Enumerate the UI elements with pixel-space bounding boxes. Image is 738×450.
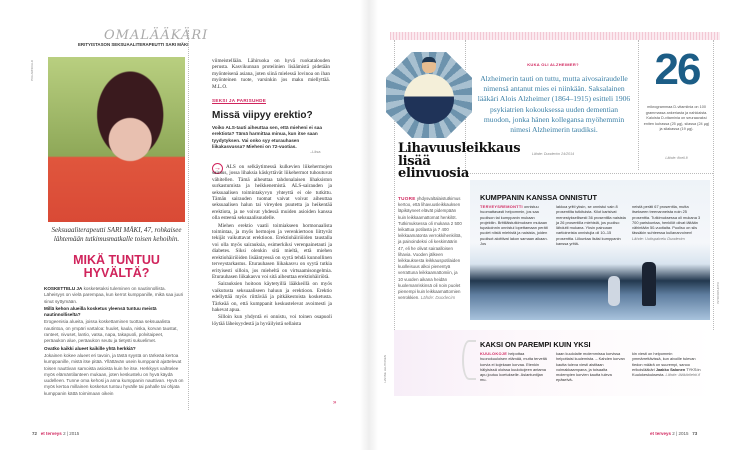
obesity-illustration	[386, 52, 472, 138]
number-source: Lähde: fineli.fi	[665, 156, 688, 160]
question-text: Voiko ALS-tauti aiheuttaa sen, että mieheni ei saa erektiota? Tämä harmittaa minua, kun itse saan tyydytyksen. Vai onko syy eturauhasen liikakasvussa? Mieheni on 72-vuotias.	[212, 125, 322, 149]
skier-figure	[642, 262, 656, 306]
question-title: Missä viipyy erektio?	[212, 110, 313, 121]
number-text: mikrogrammaa D-vitamiinia on 100 grammassa ankeriasta ja nahkiaista. Kaloista D-vitaminia on seuraavaksi eniten kuhassa (25 µg), siiassa (24 µg) ja silakassa (19 µg).	[643, 105, 710, 131]
partner-photo-credit: ISTOCKPHOTO	[716, 282, 720, 304]
column-divider	[188, 30, 189, 410]
box-border	[638, 40, 639, 170]
page-footer-left: 72 et terveys 2 | 2015	[32, 431, 80, 436]
figure-head	[422, 57, 436, 73]
page-footer-right: et terveys 2 | 2015 73	[650, 431, 698, 436]
article-headline: MIKÄ TUNTUU HYVÄLTÄ?	[73, 253, 160, 280]
alz-kicker: KUKA OLI ALZHEIMER?	[527, 62, 579, 67]
big-number: 26	[654, 45, 700, 94]
page-gutter	[360, 0, 378, 450]
byline: ERITYISTASON SEKSUAALITERAPEUTTI SARI MÄKI	[78, 42, 189, 47]
illustration-credit: HANNE LEHTONEN	[383, 355, 387, 383]
mid-top-text: viimeistellään. Lähiruoka on hyvä ruokatalouden perusta. Kasvikunnan proteiinien lisäämistä pidetään myönteisenä asiana, joten siinä mielessä lovinoa on ihan myönteinen tuote, varsinkin jos maku miellyttää. M.L.O.	[212, 58, 330, 90]
section-title: OMALÄÄKÄRI	[104, 28, 209, 43]
box-divider	[465, 173, 713, 174]
obesity-text: TUORE yhdysvaltalaistutkimus kertoo, että lihavuusleikkauksen läpikäyneet elävät pidempään kuin leikkaamattomat henkilöt. Tutkimuksessa oli mukana 2 500 leikattua potilasta ja 7 400 leikkaamatonta verrokkihenkilöä, ja painoindeksi oli keskimäärin 47, eli he olivat sairaalloisen lihavia. Vuoden jälkeen leikkauksesta leikkauspotilaiden kuolleisuus alkoi pienentyä verrattuna leikkaamattomiin, ja 10 vuoden aikana heidän kuolemanriskinsä oli noin puolet pienempi kuin leikkaamattomien verrokkien. Lähde: Duodecim	[398, 196, 462, 301]
skier-figure	[608, 276, 620, 306]
alz-source: Lähde: Duodecim 24/2014	[531, 152, 575, 156]
kicker: SEKSI JA PARISUHDE	[212, 98, 267, 103]
obesity-title: Lihavuusleikkaus lisää elinvuosia	[398, 141, 521, 181]
answer-arrow-icon: →	[214, 165, 221, 172]
partner-title: KUMPPANIN KANSSA ONNISTUT	[480, 193, 598, 202]
partner-columns: TERVEYSREMONTTI onnistuu huomattavasti helpommin, jos saa puolison tai kumppanin mukaan projektiin. Brittiläistutkimuksen mukaan tupakoinnin onnistui lopettamaan peräti puolet niistä miehistä ja naisista, joiden puolisot aloittivat lakon samaan aikaan. Jos lakkoa yritti yksin, se onnistui vain 8 prosentilta tutkituista. Kilot karisivat menestyksellisesti 36 prosentilla naisista ja 26 prosentilla miehistä, jos puoliso lähdutti mukana. Yksin painoaan vartioineista onnistujia oli 10–15 prosenttia. Liikuntaa lisäsi kumppanin kanssa yrittä- neistä peräti 67 prosenttia, mutta itsekseen treenanneista noin 25 prosenttia. Tutkimuksessa oli mukana 3 700 pariskuntaa, henkilöt olivat iältään vähintään 50-vuotiaita. Puoliso on siis tässäkin suhteessa kullanarvoinen! Lähde: Uutispalvelu Duodecim	[480, 204, 701, 247]
hearing-aid-image	[462, 340, 476, 380]
continue-icon: »	[333, 400, 337, 406]
photo-credit: PIIA ARNOULD	[30, 60, 34, 81]
signature: –Liisa	[310, 149, 321, 154]
photo-caption: Seksuaaliterapeutti SARI MÄKI, 47, rohkaisee lähtemään tutkimusmatkalle toisen kehoihin.	[51, 226, 182, 243]
hearing-title: KAKSI ON PAREMPI KUIN YKSI	[480, 340, 591, 349]
pink-grid-band	[390, 32, 720, 40]
alz-quote: Alzheimerin tauti on tuttu, mutta aivosairaudelle nimensä antanut mies ei niinkään. Saksalainen lääkäri Alois Alzheimer (1864–1915) esitteli 1906 psykiatrien kokouksessa uuden dementian muodon, jonka hänen kollegansa myöhemmin nimesi Alzheimerin taudiksi.	[477, 74, 631, 135]
hearing-columns: KUULOKOJE helpottaa huonokuuloisen elämää, mutta terveitä korvia ei kojekaan korvaa. Etenkin hälyisissä oloissa kuulokojeen antama apu joutuu koetukselle. Asiantuntijan mu- kaan kuulolaite molemmissa korvissa helpottaisi kuulemista. – Kahden korvan kautta tuleva viesti aistitaan voimakkaampana, ja toisaalta molempien korvien kautta tuleva epäselvä- kin viesti on helpommin ymmärrettävissä, kun aivoille tulevan tiedon määrä on suurempi, sanoo erikoislääkäri Jaakko Salonen TYKS:in Kuulokeskuksesta. Lähde: lääkärilehti.fi	[480, 351, 701, 383]
author-photo	[48, 57, 185, 222]
answer-body: ALS on selkäytimessä kulkevien liikehermojen sairaus, jossa lihaksia käskyttävät liikehermot tuhoutuvat vähitellen. Tämä aiheuttaa tahdonalaisen lihaksiston surkastumista ja heikkenemistä. ALS-sairauden ja seksuaalisen toimintakyvyn yhteyttä ei ole tutkittu. Tämän sairauden tuomat vaivat voivat aiheuttaa seksuaalisen halun tai vireyden puutetta ja heikentää erektiota, ja ne voivat yhdessä muiden asioiden kanssa olla esteenä seksuaalisuudelle. Miehen erektio vaatii toimiakseen hormonaalista toimintaa, ja myös hermojen ja verenkiertoon liittyvät tekijät vaikuttavat erektioon. Erektiohäiriöiden taustalla voi olla myös sairauksia, esimerkiksi verenpainetauti ja diabetes. Siksi olenkin sitä mieltä, että miehen erektiohäiriöiden lisääntyessä on syytä tehdä kunnollinen terveystarkastus. Eturauhasen liikakasvu on syytä tutkia erityisesti silloin, jos mieheltä on virtsaamisongelmia. Eturauhasen liikakasvu voi sitä aiheuttaa erektiohäiriötä. Sairauksien hoitoon käytetyillä lääkkeillä on myös vaikutusta seksuaaliseen haluun ja erektioon. Erektio edellyttää myös riittävää ja pitkäkestoista kosketusta. Tärkeää on, että kumppanit keskustelevat avoimesti ja hakevat apua. Silloin kun yhdyntä ei onnistu, voi toinen osapuoli löytää läheisyydestä ja hyväilyistä sellaista	[212, 164, 332, 327]
figure-body	[404, 74, 454, 124]
article-body: KOSKETTELU JA kosketetaksi tuleminen on nautinnollista. Läheisyys on vielä parempaa, kun kerrot kumppanille, mikä saa juuri sinut syttymään. Millä kehon alueilla kosketus yleensä tuntuu meistä nautinnolliselta? Erogeenisia alueita, joissa koskettaminen tuottaa seksuaalista nautintoa, on ympäri vartaloa: huulet, kaula, niska, korvan taustat, ranteet, nivuset, lantio, vatsa, napa, takapuoli, polvitaipeet, peräaukon alue, peräaukon seutu ja tietysti sukuelimet. Ovatko kaikki alueet kaikille yhtä herkkiä? Jokainen kokee alueet eri tavoin, ja tästä syystä on tärkeää kertoa kumppanille, mistä itse pitää. Yllättävän usein kumppanit ajattelevat toisen nauttivan samoista asioista kuin he itse. Herkkyys vaihtelee myös elämäntilanteen mukaan, joten keskustelu on hyvä käydä uudelleen. Tunne oma kehosi ja anna kumppanin nauttivan. Hyvä on myös kertoa millainen kosketus tuntuu hyvälle tai pahalle tai ohjata kumppanin kättä toimimaan oikein	[44, 286, 184, 396]
